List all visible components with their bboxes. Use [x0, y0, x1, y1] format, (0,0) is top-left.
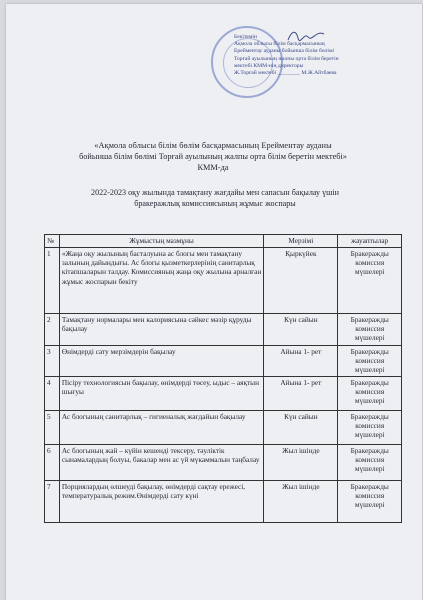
row-number: 4 — [45, 376, 60, 410]
approval-line: Ерейментау ауданы бойынша білім бөлімі — [234, 48, 335, 55]
title-line: бойынша білім бөлімі Торғай ауылының жалпы орта білім беретін мектебі» — [79, 152, 347, 161]
approval-line: Торғай ауылының жалпы орта білім беретін — [234, 55, 339, 62]
row-term: Айына 1- рет — [264, 376, 338, 410]
document-subtitle — [30, 188, 400, 209]
title-line: «Ақмола облысы білім бөлім басқармасының Ерейментау ауданы — [94, 141, 332, 150]
row-responsible: Бракеражды комиссия мүшелері — [338, 480, 402, 522]
approval-block — [234, 34, 414, 77]
row-responsible: Бракеражды комиссия мүшелері — [338, 314, 402, 346]
header-term: Мерзімі — [264, 235, 338, 248]
approval-line: Бекітемін — [234, 34, 257, 40]
row-number: 5 — [45, 410, 60, 444]
approval-line: Ж.Торғай мектебі ________ М.Ж.Айтбаева — [234, 70, 337, 77]
approval-line: мектебі КММ-нің директоры — [234, 62, 304, 69]
row-responsible: Бракеражды комиссия мүшелері — [338, 346, 402, 377]
subtitle-line: 2022-2023 оқу жылында тамақтану жағдайы мен сапасын бақылау үшін — [91, 188, 339, 197]
row-content: Тамақтану нормалары мен калориясына сәйкес мәзір құруды бақылау — [59, 314, 263, 346]
row-number: 7 — [45, 480, 60, 522]
row-responsible: Бракеражды комиссия мүшелері — [338, 248, 402, 314]
table-row — [45, 248, 402, 314]
table-row — [45, 444, 402, 480]
subtitle-line: бракеражлық комиссиясының жұмыс жоспары — [134, 198, 296, 208]
row-number: 2 — [45, 314, 60, 346]
table-row — [45, 410, 402, 444]
approval-line: Ақмола облысы білім басқармасының — [234, 41, 325, 48]
row-content: «Жаңа оқу жылының басталуына ас блогы мен тамақтану залының дайындығы. Ас блогы қызметкерлерінің санитарлық кітапшаларын талдау. Комиссияның жаңа оқу жылына арналған жұмыс жоспарын бекіту — [59, 248, 263, 314]
row-number: 1 — [45, 248, 60, 314]
row-term: Күн сайын — [264, 410, 338, 444]
row-term: Қыркүйек — [264, 248, 338, 314]
table-row — [45, 480, 402, 522]
document-page — [6, 4, 422, 600]
table-row — [45, 314, 402, 346]
header-responsible: жауаптылар — [338, 235, 402, 248]
row-number: 6 — [45, 444, 60, 480]
row-content: Өнімдерді сату мерзімдерін бақылау — [59, 346, 263, 377]
row-number: 3 — [45, 346, 60, 377]
row-content: Порциялардың өлшеуді бақылау, өнімдерді сақтау ережесі, температуралық режим.Өнімдерді сату күні — [59, 480, 263, 522]
row-responsible: Бракеражды комиссия мүшелері — [338, 444, 402, 480]
table-row — [45, 346, 402, 377]
row-term: Күн сайын — [264, 314, 338, 346]
document-title — [28, 140, 398, 173]
row-term: Жыл ішінде — [264, 444, 338, 480]
table-row — [45, 376, 402, 410]
table-header-row — [45, 235, 402, 248]
row-content: Ас блогының жай – күйін кешенді тексеру, тәуліктік сынамалардың болуы, бакалар мен ас үй мүкаммалын таңбалау — [59, 444, 263, 480]
row-content: Ас блогының санитарлық – гигиеналық жағдайын бақылау — [59, 410, 263, 444]
title-line: КММ-да — [197, 163, 229, 172]
row-content: Пісіру технологиясын бақылау, өнімдерді төсеу, ыдыс – аяқтын шығуы — [59, 376, 263, 410]
row-term: Жыл ішінде — [264, 480, 338, 522]
work-plan-table — [44, 234, 402, 523]
header-content: Жұмыстың мазмұны — [59, 235, 263, 248]
row-responsible: Бракеражды комиссия мүшелері — [338, 410, 402, 444]
row-term: Айына 1- рет — [264, 346, 338, 377]
row-responsible: Бракеражды комиссия мүшелері — [338, 376, 402, 410]
header-number: № — [45, 235, 60, 248]
